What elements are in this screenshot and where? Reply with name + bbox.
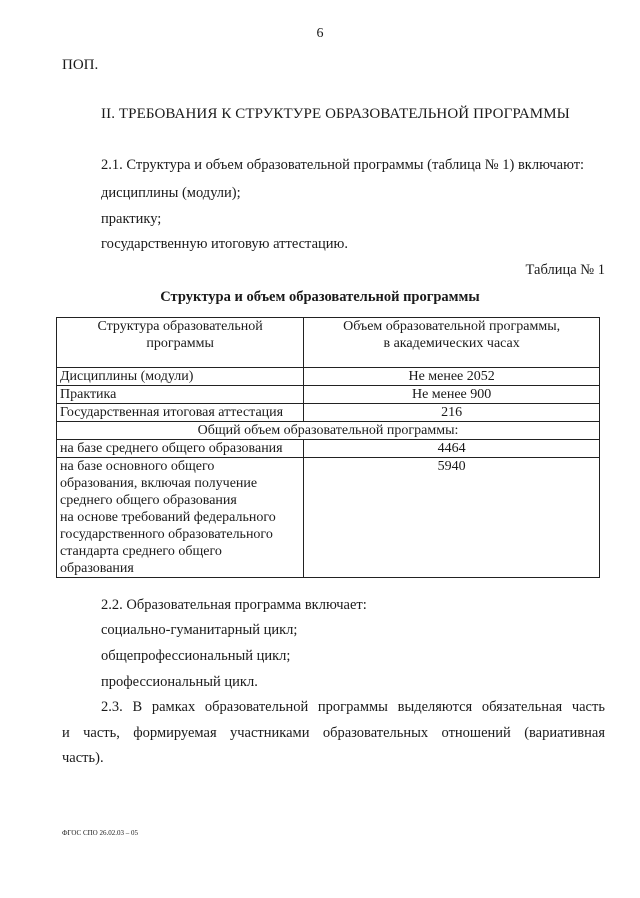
word: образовательной (204, 699, 309, 715)
word: образовательных (322, 725, 429, 741)
list-item-professional: профессиональный цикл. (101, 674, 258, 690)
row-value: 5940 (304, 458, 600, 578)
table-row (57, 368, 600, 386)
page-number: 6 (316, 26, 324, 41)
row-label-line: на основе требований федерального (60, 510, 276, 525)
paragraph-2-3-line1 (101, 699, 605, 716)
list-item-social-humanitarian: социально-гуманитарный цикл; (101, 622, 298, 638)
total-volume-label: Общий объем образовательной программы: (57, 422, 600, 440)
row-label: Государственная итоговая аттестация (57, 404, 304, 422)
row-label-line: образования, включая получение (60, 476, 258, 491)
table-row (57, 386, 600, 404)
word: часть (571, 699, 605, 715)
list-item-general-professional: общепрофессиональный цикл; (101, 648, 291, 664)
paragraph-2-2-intro: 2.2. Образовательная программа включает: (101, 597, 367, 613)
header-volume-line2: в академических часах (383, 336, 520, 351)
word: часть, (83, 725, 120, 741)
row-value: 4464 (304, 440, 600, 458)
table-header-row (57, 318, 600, 368)
row-label-line: среднего общего образования (60, 493, 237, 508)
header-volume-line1: Объем образовательной программы, (343, 319, 561, 334)
paragraph-2-1-intro: 2.1. Структура и объем образовательной программы (таблица № 1) включают: (101, 157, 585, 173)
list-item-attestation: государственную итоговую аттестацию. (101, 236, 348, 252)
table-row (57, 440, 600, 458)
row-label-line: на базе основного общего (60, 459, 215, 474)
word: отношений (441, 725, 511, 741)
word: программы (317, 699, 388, 715)
list-item-practice: практику; (101, 211, 162, 227)
row-value: Не менее 900 (304, 386, 600, 404)
table-row (57, 458, 600, 578)
row-label: Дисциплины (модули) (57, 368, 304, 386)
top-note: ПОП. (62, 57, 99, 73)
row-label: на базе среднего общего образования (57, 440, 304, 458)
word: и (62, 725, 70, 741)
word: выделяются (397, 699, 473, 715)
row-label-line: стандарта среднего общего (60, 544, 222, 559)
table-title: Структура и объем образовательной программы (160, 289, 480, 305)
table-row (57, 404, 600, 422)
row-label: Практика (57, 386, 304, 404)
word: рамках (151, 699, 196, 715)
word: (вариативная (524, 725, 605, 741)
row-value: 216 (304, 404, 600, 422)
section-title: II. ТРЕБОВАНИЯ К СТРУКТУРЕ ОБРАЗОВАТЕЛЬНОЙ ПРОГРАММЫ (101, 106, 570, 122)
paragraph-2-3-line2 (62, 725, 605, 742)
word: В (132, 699, 143, 715)
word: участниками (230, 725, 310, 741)
row-label-line: образования (60, 561, 134, 576)
table-total-heading-row (57, 422, 600, 440)
list-item-disciplines: дисциплины (модули); (101, 185, 241, 201)
header-structure-line2: программы (146, 336, 214, 351)
header-structure-line1: Структура образовательной (97, 319, 263, 334)
header-cell-volume (304, 318, 600, 368)
row-value: Не менее 2052 (304, 368, 600, 386)
word: обязательная (481, 699, 563, 715)
word: формируемая (133, 725, 217, 741)
footer-standard-code: ФГОС СПО 26.02.03 – 05 (62, 829, 138, 837)
row-label-line: государственного образовательного (60, 527, 273, 542)
header-cell-structure (57, 318, 304, 368)
row-label-multiline (57, 458, 304, 578)
word: 2.3. (101, 699, 123, 715)
program-structure-table (56, 317, 600, 578)
table-number-label: Таблица № 1 (525, 262, 605, 278)
paragraph-2-3-line3: часть). (62, 750, 104, 766)
